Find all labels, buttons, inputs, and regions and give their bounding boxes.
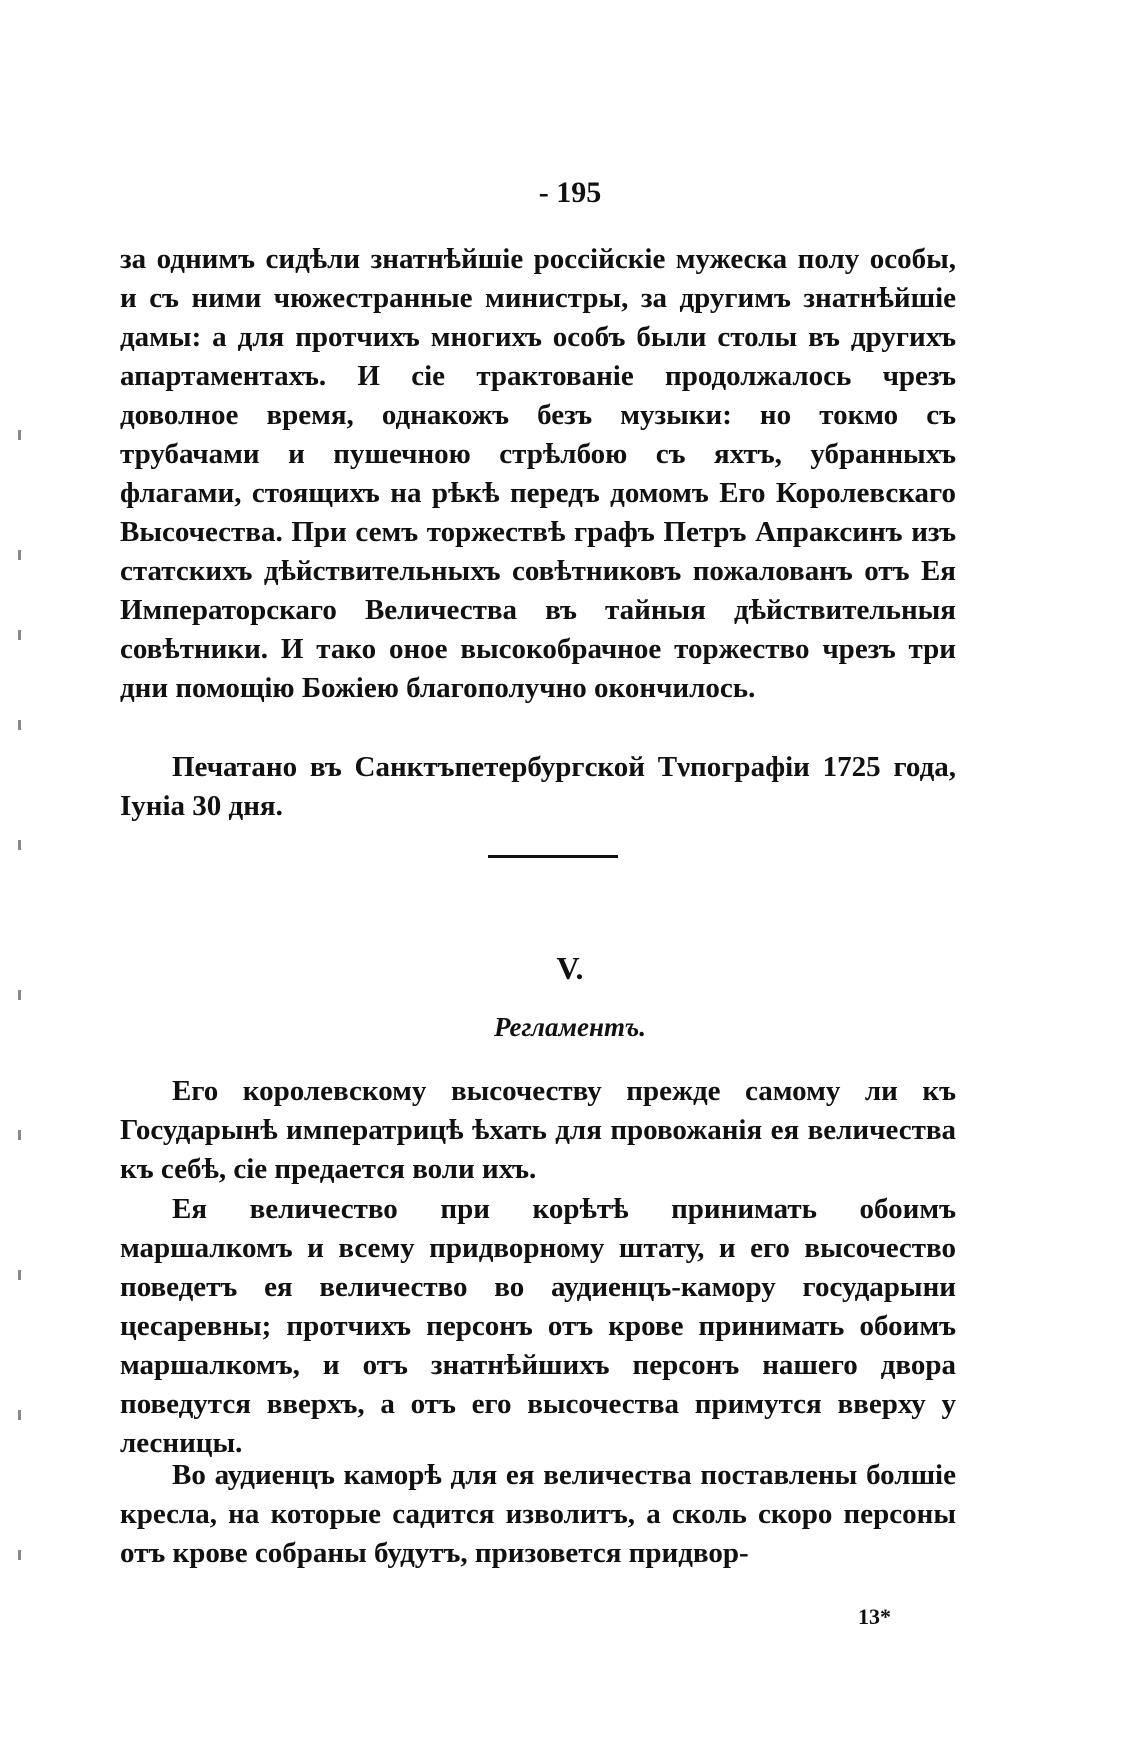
paragraph-regulation-3: Во аудиенцъ каморѣ для ея величества поставлены болшіе кресла, на которые садится изволитъ, а сколь скоро персоны отъ крове собраны будутъ, призовется придвор- [120,1459,956,1569]
section-number: V. [556,950,584,986]
section-divider [488,855,618,858]
signature-mark: 13* [858,1604,891,1629]
paragraph-regulation-1: Его королевскому высочеству прежде самому ли къ Государынѣ императрицѣ ѣхать для провожанія ея величества къ себѣ, сіе предается воли ихъ. [120,1075,956,1185]
page-number: - 195 [538,176,602,209]
paragraph-imprint: Печатано въ Санктъпетербургской Тνпографіи 1725 года, Іуніа 30 дня. [120,751,956,822]
section-title: Регламентъ. [494,1012,646,1042]
scan-margin-marks [18,430,38,1610]
paragraph-ceremony: за однимъ сидѣли знатнѣйшіе россійскіе мужеска полу особы, и съ ними чюжестранные министры, за другимъ знатнѣйшіе дамы: а для протчихъ многихъ особъ были столы въ другихъ апартаментахъ. И сіе трактованіе продолжалось чрезъ доволное время, однакожъ безъ музыки: но токмо съ трубачами и пушечною стрѣлбою съ яхтъ, убранныхъ флагами, стоящихъ на рѣкѣ передъ домомъ Его Королевскаго Высочества. При семъ торжествѣ графъ Петръ Апраксинъ изъ статскихъ дѣйствительныхъ совѣтниковъ пожалованъ отъ Ея Императорскаго Величества въ тайныя дѣйствительныя совѣтники. И тако оное высокобрачное торжество чрезъ три дни помощію Божіею благополучно окончилось. [120,243,956,704]
paragraph-regulation-2: Ея величество при корѣтѣ принимать обоимъ маршалкомъ и всему придворному штату, и его высочество поведетъ ея величество во аудиенцъ-камору государыни цесаревны; протчихъ персонъ отъ крове принимать обоимъ маршалкомъ, и отъ знатнѣйшихъ персонъ нашего двора поведутся вверхъ, а отъ его высочества примутся вверху у лесницы. [120,1193,956,1459]
